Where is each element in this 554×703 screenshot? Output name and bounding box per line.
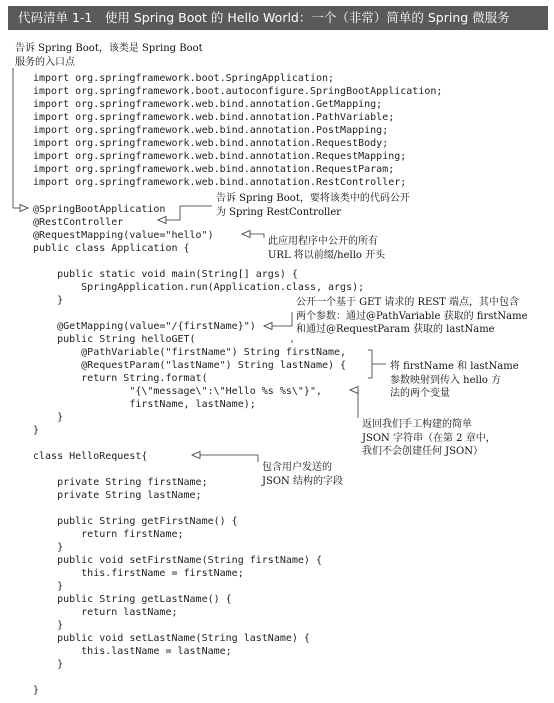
code-line: firstName, lastName); xyxy=(33,399,256,410)
arrowhead-icon xyxy=(158,217,166,224)
import-line: import org.springframework.web.bind.annotation.PostMapping; xyxy=(33,125,389,136)
listing-title: 代码清单 1-1 使用 Spring Boot 的 Hello World：一个（非常）简单的 Spring 微服务 xyxy=(8,6,548,30)
code-line: public void setFirstName(String firstName) { xyxy=(33,555,322,566)
code-line: } xyxy=(33,295,64,306)
arrowhead-icon xyxy=(192,452,200,459)
import-line: import org.springframework.web.bind.annotation.PathVariable; xyxy=(33,112,395,123)
code-line: } xyxy=(33,581,64,592)
code-line: public String helloGET( xyxy=(33,334,196,345)
note-param-mapping: 将 firstName 和 lastName 参数映射到传入 hello 方 法的两个变量 xyxy=(390,361,519,399)
code-line: } xyxy=(33,659,64,670)
code-line: @RestController xyxy=(33,217,124,228)
code-line: class HelloRequest{ xyxy=(33,451,148,462)
code-line: @PathVariable("firstName") String firstName, xyxy=(33,347,347,358)
connector-url-prefix xyxy=(250,234,264,238)
connector-spring-boot-service xyxy=(13,68,20,208)
import-line: import org.springframework.web.bind.annotation.GetMapping; xyxy=(33,99,383,110)
import-line: import org.springframework.boot.SpringApplication; xyxy=(33,73,335,84)
code-line: return firstName; xyxy=(33,529,184,540)
arrowhead-icon xyxy=(264,323,272,330)
code-line: @RequestMapping(value="hello") xyxy=(33,230,214,241)
note-hello-request-struct: 包含用户发送的 JSON 结构的字段 xyxy=(262,462,343,487)
code-line: return String.format( xyxy=(33,373,208,384)
note-rest-controller: 告诉 Spring Boot，要将该类中的代码公开 为 Spring RestController xyxy=(216,193,410,218)
code-line: public class Application { xyxy=(33,243,190,254)
arrowhead-icon xyxy=(20,205,28,212)
code-line: private String lastName; xyxy=(33,490,202,501)
note-spring-boot-service: 告诉 Spring Boot，该类是 Spring Boot 服务的入口点 xyxy=(15,43,203,68)
code-line: SpringApplication.run(Application.class, args); xyxy=(33,282,365,293)
code-line: this.firstName = firstName; xyxy=(33,568,244,579)
code-line: } xyxy=(33,542,64,553)
connector-get-endpoint xyxy=(272,312,292,326)
code-line: public String getLastName() { xyxy=(33,594,232,605)
import-line: import org.springframework.web.bind.annotation.RequestParam; xyxy=(33,164,395,175)
code-line: @RequestParam("lastName") String lastName) { xyxy=(33,360,347,371)
code-line: } xyxy=(33,685,40,696)
note-json-string: 返回我们手工构建的简单 JSON 字符串（在第 2 章中， 我们不会创建任何 JSON） xyxy=(362,419,496,457)
connector-hello-request xyxy=(200,455,258,462)
code-line: @SpringBootApplication xyxy=(33,204,166,215)
code-line: } xyxy=(33,425,40,436)
arrowhead-icon xyxy=(350,387,358,394)
code-line: return lastName; xyxy=(33,607,178,618)
code-line: public static void main(String[] args) { xyxy=(33,269,298,280)
note-url-prefix: 此应用程序中公开的所有 URL 将以前缀/hello 开头 xyxy=(268,236,386,261)
arrowhead-icon xyxy=(242,231,250,238)
code-line: public String getFirstName() { xyxy=(33,516,238,527)
code-line: public void setLastName(String lastName) { xyxy=(33,633,310,644)
code-line: } xyxy=(33,620,64,631)
code-line: private String firstName; xyxy=(33,477,208,488)
import-line: import org.springframework.web.bind.annotation.RequestBody; xyxy=(33,138,389,149)
import-line: import org.springframework.boot.autoconfigure.SpringBootApplication; xyxy=(33,86,443,97)
connector-param-mapping xyxy=(368,350,386,378)
import-line: import org.springframework.web.bind.annotation.RequestMapping; xyxy=(33,151,407,162)
note-get-endpoint: 公开一个基于 GET 请求的 REST 端点，其中包含 两个参数：通过@PathVariable 获取的 firstName 和通过@RequestParam 获取的 lastName xyxy=(296,297,528,335)
code-line: @GetMapping(value="/{firstName}") xyxy=(33,321,256,332)
import-line: import org.springframework.web.bind.annotation.RestController; xyxy=(33,177,407,188)
code-line: } xyxy=(33,412,64,423)
code-line: "{\"message\":\"Hello %s %s\"}", xyxy=(33,386,322,397)
code-line: this.lastName = lastName; xyxy=(33,646,232,657)
